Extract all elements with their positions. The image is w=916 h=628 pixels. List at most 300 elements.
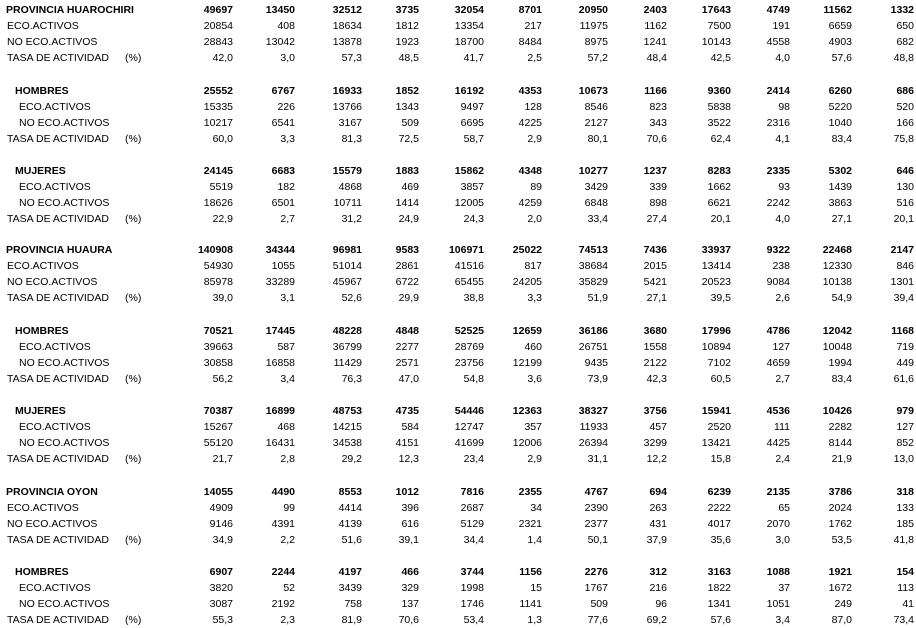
value-cell: 682 xyxy=(896,36,914,48)
value-cell: 24205 xyxy=(512,276,542,288)
value-cell: 2,9 xyxy=(527,453,542,465)
value-cell: 1241 xyxy=(643,36,667,48)
value-cell: 7816 xyxy=(460,486,484,498)
section-title: MUJERES xyxy=(15,405,66,417)
value-cell: 408 xyxy=(277,20,295,32)
value-cell: 17445 xyxy=(265,325,295,337)
value-cell: 17996 xyxy=(701,325,731,337)
value-cell: 15267 xyxy=(203,421,233,433)
row-label: ECO.ACTIVOS xyxy=(19,181,91,193)
value-cell: 42,0 xyxy=(212,52,233,64)
value-cell: 33937 xyxy=(701,244,731,256)
unit-label: (%) xyxy=(125,373,142,385)
value-cell: 61,6 xyxy=(893,373,914,385)
value-cell: 9146 xyxy=(209,518,233,530)
table-row xyxy=(0,116,916,131)
value-cell: 3744 xyxy=(460,566,484,578)
value-cell: 4490 xyxy=(271,486,295,498)
value-cell: 1162 xyxy=(644,20,667,32)
value-cell: 3857 xyxy=(460,181,484,193)
table-row xyxy=(0,291,916,306)
value-cell: 8283 xyxy=(707,165,731,177)
value-cell: 4017 xyxy=(707,518,731,530)
value-cell: 3299 xyxy=(643,437,667,449)
value-cell: 1746 xyxy=(460,598,484,610)
value-cell: 54930 xyxy=(203,260,233,272)
value-cell: 9435 xyxy=(584,357,608,369)
value-cell: 2,0 xyxy=(527,213,542,225)
value-cell: 127 xyxy=(896,421,914,433)
value-cell: 24145 xyxy=(203,165,233,177)
value-cell: 2316 xyxy=(766,117,790,129)
value-cell: 3522 xyxy=(707,117,731,129)
value-cell: 4151 xyxy=(395,437,419,449)
value-cell: 15941 xyxy=(701,405,731,417)
value-cell: 57,6 xyxy=(710,614,731,626)
value-cell: 21,9 xyxy=(831,453,852,465)
value-cell: 25552 xyxy=(203,85,233,97)
value-cell: 509 xyxy=(401,117,419,129)
value-cell: 2403 xyxy=(643,4,667,16)
table-row xyxy=(0,180,916,195)
value-cell: 27,1 xyxy=(831,213,852,225)
value-cell: 13354 xyxy=(454,20,484,32)
value-cell: 6695 xyxy=(460,117,484,129)
value-cell: 52525 xyxy=(454,325,484,337)
value-cell: 48228 xyxy=(332,325,362,337)
value-cell: 2,7 xyxy=(775,373,790,385)
value-cell: 1921 xyxy=(828,566,852,578)
value-cell: 48753 xyxy=(332,405,362,417)
value-cell: 38684 xyxy=(578,260,608,272)
value-cell: 4868 xyxy=(338,181,362,193)
value-cell: 3,3 xyxy=(280,133,295,145)
value-cell: 1166 xyxy=(644,85,667,97)
table-row xyxy=(0,533,916,548)
value-cell: 10277 xyxy=(578,165,608,177)
value-cell: 93 xyxy=(778,181,790,193)
value-cell: 460 xyxy=(524,341,542,353)
value-cell: 1051 xyxy=(766,598,790,610)
value-cell: 431 xyxy=(649,518,667,530)
value-cell: 3,1 xyxy=(280,292,295,304)
value-cell: 12330 xyxy=(822,260,852,272)
value-cell: 469 xyxy=(401,181,419,193)
value-cell: 42,3 xyxy=(646,373,667,385)
value-cell: 130 xyxy=(896,181,914,193)
row-label: NO ECO.ACTIVOS xyxy=(7,36,98,48)
value-cell: 6239 xyxy=(707,486,731,498)
unit-label: (%) xyxy=(125,292,142,304)
value-cell: 29,9 xyxy=(398,292,419,304)
section-header-row xyxy=(0,485,916,500)
value-cell: 1343 xyxy=(395,101,419,113)
value-cell: 646 xyxy=(896,165,914,177)
value-cell: 2024 xyxy=(828,502,852,514)
value-cell: 1852 xyxy=(395,85,419,97)
value-cell: 694 xyxy=(649,486,667,498)
value-cell: 25022 xyxy=(512,244,542,256)
value-cell: 509 xyxy=(590,598,608,610)
value-cell: 27,4 xyxy=(646,213,667,225)
value-cell: 3429 xyxy=(584,181,608,193)
table-row xyxy=(0,420,916,435)
value-cell: 12006 xyxy=(512,437,542,449)
value-cell: 191 xyxy=(772,20,790,32)
value-cell: 3,4 xyxy=(280,373,295,385)
value-cell: 39,1 xyxy=(398,534,419,546)
value-cell: 20950 xyxy=(578,4,608,16)
value-cell: 10048 xyxy=(822,341,852,353)
value-cell: 28769 xyxy=(454,341,484,353)
value-cell: 57,6 xyxy=(831,52,852,64)
value-cell: 6659 xyxy=(828,20,852,32)
value-cell: 41,8 xyxy=(893,534,914,546)
value-cell: 4225 xyxy=(518,117,542,129)
value-cell: 1822 xyxy=(707,582,731,594)
value-cell: 2,5 xyxy=(527,52,542,64)
value-cell: 216 xyxy=(649,582,667,594)
value-cell: 39663 xyxy=(203,341,233,353)
table-row xyxy=(0,597,916,612)
value-cell: 48,8 xyxy=(893,52,914,64)
value-cell: 39,0 xyxy=(212,292,233,304)
value-cell: 24,9 xyxy=(398,213,419,225)
value-cell: 1923 xyxy=(395,36,419,48)
value-cell: 4536 xyxy=(766,405,790,417)
value-cell: 41,7 xyxy=(463,52,484,64)
value-cell: 5421 xyxy=(643,276,667,288)
value-cell: 137 xyxy=(401,598,419,610)
value-cell: 21,7 xyxy=(212,453,233,465)
value-cell: 238 xyxy=(772,260,790,272)
value-cell: 16858 xyxy=(265,357,295,369)
row-label: TASA DE ACTIVIDAD xyxy=(7,453,109,465)
value-cell: 4749 xyxy=(766,4,790,16)
value-cell: 1883 xyxy=(395,165,419,177)
value-cell: 127 xyxy=(772,341,790,353)
value-cell: 14215 xyxy=(332,421,362,433)
value-cell: 11933 xyxy=(579,421,608,433)
value-cell: 2015 xyxy=(643,260,667,272)
value-cell: 2,6 xyxy=(775,292,790,304)
value-cell: 2135 xyxy=(766,486,790,498)
value-cell: 8144 xyxy=(828,437,852,449)
value-cell: 6767 xyxy=(271,85,295,97)
value-cell: 1414 xyxy=(395,197,419,209)
value-cell: 13,0 xyxy=(893,453,914,465)
unit-label: (%) xyxy=(125,614,142,626)
value-cell: 5129 xyxy=(460,518,484,530)
value-cell: 2244 xyxy=(271,566,295,578)
value-cell: 516 xyxy=(896,197,914,209)
value-cell: 3163 xyxy=(707,566,731,578)
section-title: PROVINCIA HUAROCHIRI xyxy=(6,4,134,16)
value-cell: 70521 xyxy=(203,325,233,337)
value-cell: 1672 xyxy=(828,582,852,594)
value-cell: 70,6 xyxy=(646,133,667,145)
value-cell: 106971 xyxy=(448,244,484,256)
value-cell: 13042 xyxy=(265,36,295,48)
value-cell: 39,4 xyxy=(893,292,914,304)
value-cell: 12199 xyxy=(512,357,542,369)
value-cell: 16899 xyxy=(265,405,295,417)
value-cell: 38,8 xyxy=(463,292,484,304)
value-cell: 28843 xyxy=(203,36,233,48)
value-cell: 76,3 xyxy=(341,373,362,385)
value-cell: 2335 xyxy=(766,165,790,177)
value-cell: 6260 xyxy=(828,85,852,97)
value-cell: 52 xyxy=(283,582,295,594)
value-cell: 318 xyxy=(896,486,914,498)
row-label: ECO.ACTIVOS xyxy=(7,502,79,514)
row-label: NO ECO.ACTIVOS xyxy=(19,197,110,209)
value-cell: 249 xyxy=(834,598,852,610)
row-label: ECO.ACTIVOS xyxy=(19,582,91,594)
value-cell: 1,3 xyxy=(527,614,542,626)
value-cell: 10673 xyxy=(578,85,608,97)
section-title: MUJERES xyxy=(15,165,66,177)
value-cell: 584 xyxy=(401,421,419,433)
section-header-row xyxy=(0,164,916,179)
value-cell: 34,9 xyxy=(212,534,233,546)
value-cell: 37,9 xyxy=(646,534,667,546)
value-cell: 2377 xyxy=(584,518,608,530)
value-cell: 2276 xyxy=(584,566,608,578)
value-cell: 1332 xyxy=(890,4,914,16)
table-row xyxy=(0,436,916,451)
value-cell: 4,1 xyxy=(775,133,790,145)
value-cell: 18700 xyxy=(454,36,484,48)
value-cell: 3167 xyxy=(338,117,362,129)
value-cell: 2,9 xyxy=(527,133,542,145)
value-cell: 2520 xyxy=(707,421,731,433)
section-title: HOMBRES xyxy=(15,85,69,97)
value-cell: 48,4 xyxy=(646,52,667,64)
value-cell: 23756 xyxy=(454,357,484,369)
row-label: ECO.ACTIVOS xyxy=(19,341,91,353)
value-cell: 31,1 xyxy=(587,453,608,465)
value-cell: 1040 xyxy=(828,117,852,129)
value-cell: 55,3 xyxy=(212,614,233,626)
value-cell: 36186 xyxy=(578,325,608,337)
value-cell: 35829 xyxy=(578,276,608,288)
value-cell: 846 xyxy=(896,260,914,272)
value-cell: 53,4 xyxy=(463,614,484,626)
value-cell: 587 xyxy=(277,341,295,353)
row-label: NO ECO.ACTIVOS xyxy=(19,117,110,129)
value-cell: 89 xyxy=(530,181,542,193)
value-cell: 65 xyxy=(778,502,790,514)
value-cell: 12042 xyxy=(822,325,852,337)
value-cell: 73,4 xyxy=(893,614,914,626)
row-label: ECO.ACTIVOS xyxy=(7,20,79,32)
table-row xyxy=(0,51,916,66)
value-cell: 2,7 xyxy=(280,213,295,225)
value-cell: 17643 xyxy=(701,4,731,16)
table-row xyxy=(0,340,916,355)
value-cell: 18626 xyxy=(203,197,233,209)
value-cell: 42,5 xyxy=(710,52,731,64)
row-label: NO ECO.ACTIVOS xyxy=(19,357,110,369)
value-cell: 2070 xyxy=(766,518,790,530)
value-cell: 9497 xyxy=(460,101,484,113)
value-cell: 10711 xyxy=(333,197,362,209)
value-cell: 24,3 xyxy=(463,213,484,225)
value-cell: 1762 xyxy=(828,518,852,530)
value-cell: 32054 xyxy=(454,4,484,16)
value-cell: 1301 xyxy=(890,276,914,288)
value-cell: 32512 xyxy=(332,4,362,16)
value-cell: 616 xyxy=(401,518,419,530)
section-header-row xyxy=(0,404,916,419)
value-cell: 133 xyxy=(896,502,914,514)
value-cell: 686 xyxy=(896,85,914,97)
value-cell: 1141 xyxy=(519,598,542,610)
unit-label: (%) xyxy=(125,52,142,64)
value-cell: 823 xyxy=(649,101,667,113)
value-cell: 34344 xyxy=(265,244,295,256)
value-cell: 111 xyxy=(774,421,790,433)
value-cell: 6907 xyxy=(209,566,233,578)
section-title: PROVINCIA HUAURA xyxy=(6,244,113,256)
value-cell: 35,6 xyxy=(710,534,731,546)
value-cell: 4848 xyxy=(395,325,419,337)
value-cell: 6621 xyxy=(707,197,731,209)
unit-label: (%) xyxy=(125,213,142,225)
value-cell: 55120 xyxy=(203,437,233,449)
value-cell: 1341 xyxy=(707,598,731,610)
table-row xyxy=(0,356,916,371)
value-cell: 4735 xyxy=(395,405,419,417)
row-label: NO ECO.ACTIVOS xyxy=(7,518,98,530)
value-cell: 13421 xyxy=(701,437,731,449)
value-cell: 70,6 xyxy=(398,614,419,626)
row-label: NO ECO.ACTIVOS xyxy=(19,598,110,610)
value-cell: 9360 xyxy=(707,85,731,97)
value-cell: 3,3 xyxy=(527,292,542,304)
value-cell: 81,3 xyxy=(341,133,362,145)
value-cell: 18634 xyxy=(332,20,362,32)
value-cell: 4348 xyxy=(518,165,542,177)
table-row xyxy=(0,196,916,211)
value-cell: 16431 xyxy=(265,437,295,449)
value-cell: 140908 xyxy=(197,244,233,256)
value-cell: 12659 xyxy=(512,325,542,337)
value-cell: 77,6 xyxy=(587,614,608,626)
row-label: TASA DE ACTIVIDAD xyxy=(7,213,109,225)
value-cell: 33,4 xyxy=(587,213,608,225)
value-cell: 20,1 xyxy=(893,213,914,225)
value-cell: 3735 xyxy=(395,4,419,16)
value-cell: 20854 xyxy=(203,20,233,32)
value-cell: 54,8 xyxy=(463,373,484,385)
value-cell: 4909 xyxy=(209,502,233,514)
value-cell: 53,5 xyxy=(831,534,852,546)
value-cell: 3820 xyxy=(209,582,233,594)
value-cell: 2277 xyxy=(395,341,419,353)
value-cell: 217 xyxy=(524,20,542,32)
value-cell: 99 xyxy=(283,502,295,514)
section-header-row xyxy=(0,324,916,339)
value-cell: 26751 xyxy=(578,341,608,353)
value-cell: 8484 xyxy=(518,36,542,48)
row-label: ECO.ACTIVOS xyxy=(7,260,79,272)
row-label: ECO.ACTIVOS xyxy=(19,101,91,113)
value-cell: 12363 xyxy=(512,405,542,417)
row-label: NO ECO.ACTIVOS xyxy=(7,276,98,288)
value-cell: 4139 xyxy=(338,518,362,530)
value-cell: 5302 xyxy=(828,165,852,177)
value-cell: 9322 xyxy=(766,244,790,256)
unit-label: (%) xyxy=(125,133,142,145)
value-cell: 3,4 xyxy=(775,614,790,626)
value-cell: 70387 xyxy=(203,405,233,417)
value-cell: 8975 xyxy=(584,36,608,48)
value-cell: 1998 xyxy=(460,582,484,594)
value-cell: 81,9 xyxy=(341,614,362,626)
row-label: NO ECO.ACTIVOS xyxy=(19,437,110,449)
value-cell: 2,3 xyxy=(280,614,295,626)
section-header-row xyxy=(0,565,916,580)
value-cell: 1055 xyxy=(271,260,295,272)
value-cell: 2222 xyxy=(707,502,731,514)
value-cell: 3,0 xyxy=(775,534,790,546)
value-cell: 4659 xyxy=(766,357,790,369)
section-title: HOMBRES xyxy=(15,325,69,337)
row-label: TASA DE ACTIVIDAD xyxy=(7,52,109,64)
value-cell: 23,4 xyxy=(463,453,484,465)
value-cell: 10426 xyxy=(822,405,852,417)
value-cell: 898 xyxy=(649,197,667,209)
value-cell: 4,0 xyxy=(775,52,790,64)
value-cell: 54,9 xyxy=(831,292,852,304)
unit-label: (%) xyxy=(125,534,142,546)
value-cell: 72,5 xyxy=(398,133,419,145)
value-cell: 9583 xyxy=(395,244,419,256)
section-header-row xyxy=(0,84,916,99)
value-cell: 7436 xyxy=(643,244,667,256)
value-cell: 4391 xyxy=(271,518,295,530)
value-cell: 9084 xyxy=(766,276,790,288)
value-cell: 26394 xyxy=(578,437,608,449)
value-cell: 29,2 xyxy=(341,453,362,465)
table-row xyxy=(0,372,916,387)
value-cell: 16192 xyxy=(454,85,484,97)
value-cell: 57,2 xyxy=(587,52,608,64)
value-cell: 1812 xyxy=(395,20,419,32)
value-cell: 4767 xyxy=(584,486,608,498)
value-cell: 4259 xyxy=(518,197,542,209)
value-cell: 41 xyxy=(902,598,914,610)
table-row xyxy=(0,132,916,147)
row-label: TASA DE ACTIVIDAD xyxy=(7,133,109,145)
value-cell: 13450 xyxy=(265,4,295,16)
value-cell: 817 xyxy=(524,260,542,272)
value-cell: 13878 xyxy=(332,36,362,48)
value-cell: 39,5 xyxy=(710,292,731,304)
value-cell: 10138 xyxy=(822,276,852,288)
value-cell: 11429 xyxy=(333,357,362,369)
value-cell: 2687 xyxy=(460,502,484,514)
table-row xyxy=(0,35,916,50)
value-cell: 15579 xyxy=(332,165,362,177)
value-cell: 41699 xyxy=(454,437,484,449)
value-cell: 182 xyxy=(277,181,295,193)
value-cell: 7102 xyxy=(707,357,731,369)
value-cell: 1,4 xyxy=(527,534,542,546)
value-cell: 60,5 xyxy=(710,373,731,385)
